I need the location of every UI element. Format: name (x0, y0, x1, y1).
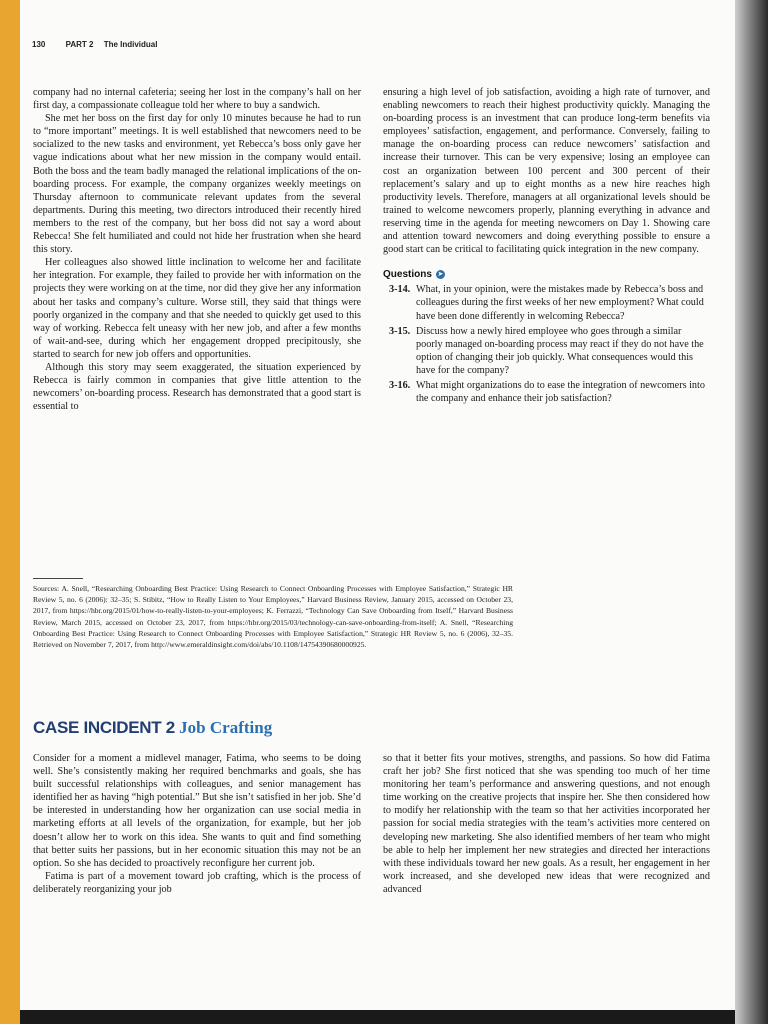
paragraph: ensuring a high level of job satisfaction, avoiding a high rate of turnover, and enabling newcomers to reach their highest productivity quickly. Managing the on-boarding process is an investment that can produce long-term benefits via employees’ satisfaction, engagement, and performance. Conversely, failing to manage the on-boarding process can reduce newcomers’ satisfaction and increase their turnover. This can be very expensive; losing an employee can cost an organization between 100 percent and 300 percent of their replacement’s salary and up to eight months as a new hire reaches high productivity levels. Therefore, managers at all organizational levels should be trained to welcome newcomers properly, planning everything in advance and reserving time in the agenda for meeting newcomers on Day 1. Showing care and attention toward newcomers and doing everything possible to ensure a good start can be critical to facilitating quick integration in the new company. (383, 87, 710, 256)
left-column-top (33, 86, 361, 413)
paragraph: Her colleagues also showed little inclination to welcome her and facilitate her integration. For example, they failed to provide her with information on the projects they were working on at the time, nor did they give her any information about her tasks and company’s culture. Worse still, they said that things were poorly organized in the company and that she needed to quickly get used to this way of working. Rebecca felt uneasy with her new job, and after a few months of wait-and-see, during which her engagement dropped precipitously, she started to search for new job offers and opportunities. (33, 257, 361, 360)
questions-heading-label: Questions (383, 269, 432, 281)
right-column-bottom (383, 752, 710, 896)
question-text: Discuss how a newly hired employee who goes through a similar poorly managed on-boarding process may react if they do not have the option of changing their job quickly. What consequences would this have for the company? (416, 325, 704, 376)
running-header (32, 40, 175, 49)
paragraph: Consider for a moment a midlevel manager, Fatima, who seems to be doing well. She’s consistently making her required benchmarks and goals, she has built successful relationships with colleagues, and senior management has identified her as having “high potential.” But she isn’t satisfied in her job. She’d be interested in understanding how her organization can use social media in marketing efforts at all levels of the organization, for example, but her job doesn’t allow her to work on this idea. She wants to quit and find something that better suits her passions, but in her economic situation this may not be an option. So she has decided to proactively reconfigure her current job. (33, 753, 361, 869)
arrow-circle-icon: ➤ (437, 271, 444, 279)
right-column-top (383, 86, 710, 405)
case-incident-title (33, 718, 272, 738)
paragraph: so that it better fits your motives, strengths, and passions. So how did Fatima craft her job? She first noticed that she was spending too much of her time monitoring her team’s performance and answering questions, and not enough time working on the creative projects that inspire her. She then considered how to modify her relationship with the team so that her activities incorporated her passion for social media strategies with the team’s activities more centered on developing new marketing. She also identified members of her team who might be able to help her implement her new strategies and directed her interactions with these individuals toward her new goals. As a result, her engagement in her work increased, and she developed new ideas that were recognized and advanced (383, 753, 710, 895)
question-item (383, 283, 710, 322)
case-incident-name: Job Crafting (179, 718, 273, 737)
book-spine-edge (0, 0, 20, 1024)
question-number: 3-14. (389, 284, 411, 296)
question-text: What might organizations do to ease the integration of newcomers into the company and enhance their job satisfaction? (416, 379, 705, 405)
question-number: 3-15. (389, 325, 411, 337)
paragraph: She met her boss on the first day for only 10 minutes because he had to run to “more important” meetings. It is well established that newcomers need to be socialized to the new tasks and environment, yet Rebecca’s boss only gave her vague indications about what her new mission in the company would entail. Both the boss and the team badly managed the relational implications of the on-boarding process. For example, the company organizes weekly meetings on Thursday afternoon to communicate relevant updates from the several departments. During this meeting, two directors introduced their recently hired members to the rest of the company, but her boss did not say a word about Rebecca! She felt humiliated and could not hide her frustration when she heard this story. (33, 113, 361, 256)
question-number: 3-16. (389, 379, 411, 391)
sources-footnote: Sources: A. Snell, “Researching Onboarding Best Practice: Using Research to Connect Onboarding Processes with Employee Satisfaction,” Strategic HR Review 5, no. 6 (2006): 32–35; S. Stibitz, “How to Really Listen to Your Employees,” Harvard Business Review, January 2015, accessed on October 23, 2017, from https://hbr.org/2015/01/how-to-really-listen-to-your-employees; K. Ferrazzi, “Technology Can Save Onboarding from Itself,” Harvard Business Review, March 2015, accessed on October 23, 2017, from https://hbr.org/2015/03/technology-can-save-onboarding-from-itself; A. Snell, “Researching Onboarding Best Practice: Using Research to Connect Onboarding Processes with Employee Satisfaction,” Strategic HR Review 5, no. 6 (2006), 32–35. Retrieved on November 7, 2017, from http://www.emeraldinsight.com/doi/abs/10.1108/14754390680000925. (33, 584, 513, 650)
page-number: 130 (32, 40, 46, 49)
part-title: The Individual (103, 40, 158, 49)
part-label: PART 2 (65, 40, 94, 49)
paragraph: Fatima is part of a movement toward job crafting, which is the process of deliberately reorganizing your job (33, 870, 361, 895)
page-edge-shadow (735, 0, 768, 1024)
footnote-divider (33, 578, 83, 579)
paragraph: company had no internal cafeteria; seeing her lost in the company’s hall on her first day, a compassionate colleague told her where to buy a sandwich. (33, 87, 361, 112)
question-item (383, 379, 710, 405)
paragraph: Although this story may seem exaggerated, the situation experienced by Rebecca is fairly common in companies that give little attention to the newcomers’ on-boarding process. Research has demonstrated that a good start is essential to (33, 361, 361, 413)
questions-heading (383, 268, 710, 281)
book-page (20, 0, 735, 1010)
question-item (383, 325, 710, 377)
left-column-bottom (33, 752, 361, 896)
question-text: What, in your opinion, were the mistakes made by Rebecca’s boss and colleagues during the first weeks of her new employment? What could have been done differently in welcoming Rebecca? (416, 284, 704, 322)
case-incident-label: CASE INCIDENT 2 (33, 718, 175, 737)
